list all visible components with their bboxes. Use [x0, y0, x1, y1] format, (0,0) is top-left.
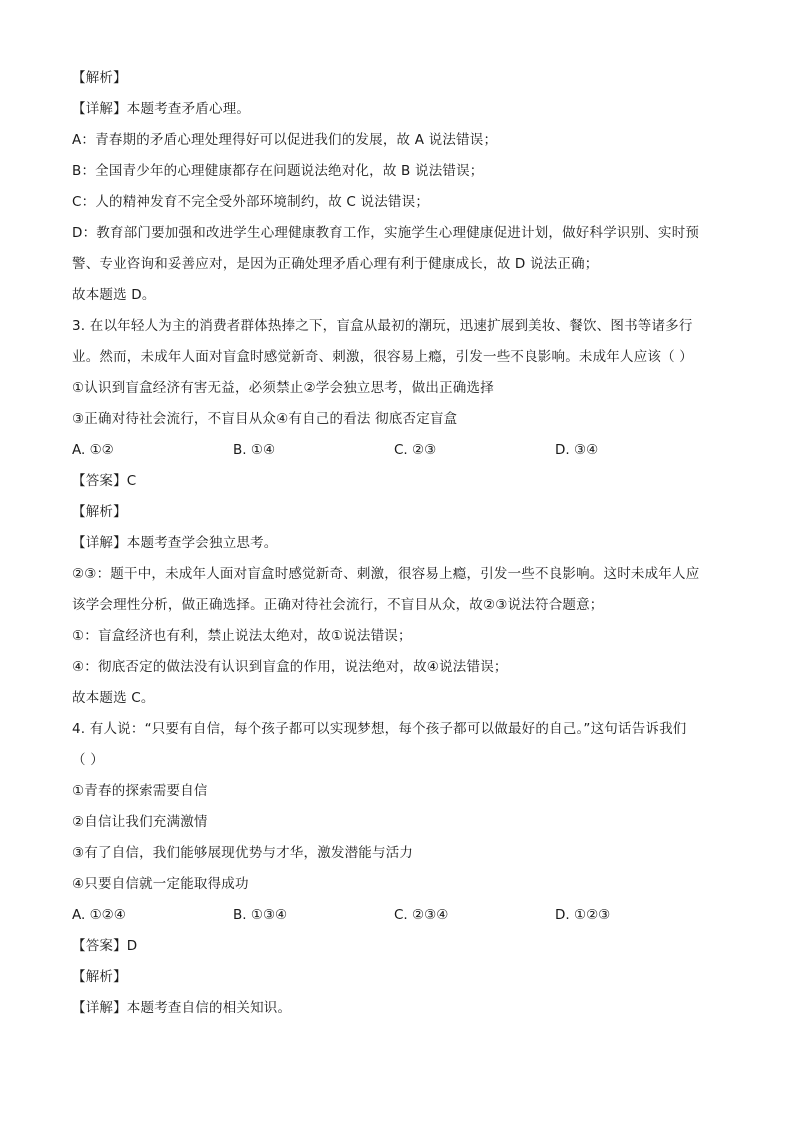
question-4-statement-3: ③有了自信，我们能够展现优势与才华，激发潜能与活力 — [72, 845, 414, 861]
detail-heading: 【详解】本题考查学会独立思考。 — [72, 535, 278, 551]
option-a: A. ①② — [72, 442, 114, 458]
question-3-stem-cont: 业。然而，未成年人面对盲盒时感觉新奇、刺激，很容易上瘾，引发一些不良影响。未成年人应该（ ） — [72, 349, 693, 365]
question-3-statement-1: ①认识到盲盒经济有害无益，必须禁止②学会独立思考，做出正确选择 — [72, 380, 494, 396]
analysis-line-d-cont: 警、专业咨询和妥善应对，是因为正确处理矛盾心理有利于健康成长，故 D 说法正确； — [72, 256, 599, 272]
question-4-statement-2: ②自信让我们充满激情 — [72, 814, 208, 830]
analysis-line: ②③：题干中，未成年人面对盲盒时感觉新奇、刺激，很容易上瘾，引发一些不良影响。这时未成年人应 — [72, 566, 700, 582]
option-d: D. ①②③ — [555, 907, 611, 923]
document-content — [72, 63, 722, 1024]
option-b: B. ①③④ — [233, 907, 288, 923]
option-c: C. ②③④ — [394, 907, 449, 923]
analysis-line-a: A：青春期的矛盾心理处理得好可以促进我们的发展，故 A 说法错误； — [72, 132, 498, 148]
option-b: B. ①④ — [233, 442, 276, 458]
question-3-options — [72, 435, 722, 466]
question-3-statement-2: ③正确对待社会流行，不盲目从众④有自己的看法 彻底否定盲盒 — [72, 411, 458, 427]
detail-heading: 【详解】本题考查矛盾心理。 — [72, 101, 251, 117]
question-4-statement-1: ①青春的探索需要自信 — [72, 783, 208, 799]
question-4-stem: 4. 有人说：“只要有自信，每个孩子都可以实现梦想，每个孩子都可以做最好的自己。”这句话告诉我们 — [72, 721, 687, 737]
conclusion-line: 故本题选 D。 — [72, 287, 156, 303]
section-label-analysis: 【解析】 — [72, 969, 127, 985]
question-4-blank: （ ） — [72, 752, 104, 768]
question-4-statement-4: ④只要自信就一定能取得成功 — [72, 876, 249, 892]
detail-heading: 【详解】本题考查自信的相关知识。 — [72, 1000, 292, 1016]
option-c: C. ②③ — [394, 442, 437, 458]
analysis-line-d: D：教育部门要加强和改进学生心理健康教育工作，实施学生心理健康促进计划，做好科学识别、实时预 — [72, 225, 700, 241]
question-4-options — [72, 900, 722, 931]
section-label-analysis: 【解析】 — [72, 70, 127, 86]
section-label-analysis: 【解析】 — [72, 504, 127, 520]
analysis-line: ④：彻底否定的做法没有认识到盲盒的作用，说法绝对，故④说法错误； — [72, 659, 508, 675]
analysis-line-c: C：人的精神发育不完全受外部环境制约，故 C 说法错误； — [72, 194, 430, 210]
analysis-line-cont: 该学会理性分析，做正确选择。正确对待社会流行，不盲目从众，故②③说法符合题意； — [72, 597, 604, 613]
option-a: A. ①②④ — [72, 907, 126, 923]
question-3-stem: 3. 在以年轻人为主的消费者群体热捧之下，盲盒从最初的潮玩，迅速扩展到美妆、餐饮、图书等诸多行 — [72, 318, 693, 334]
analysis-line-b: B：全国青少年的心理健康都存在问题说法绝对化，故 B 说法错误； — [72, 163, 484, 179]
answer-label: 【答案】D — [72, 938, 138, 954]
answer-label: 【答案】C — [72, 473, 137, 489]
analysis-line: ①：盲盒经济也有利，禁止说法太绝对，故①说法错误； — [72, 628, 412, 644]
option-d: D. ③④ — [555, 442, 599, 458]
conclusion-line: 故本题选 C。 — [72, 690, 155, 706]
